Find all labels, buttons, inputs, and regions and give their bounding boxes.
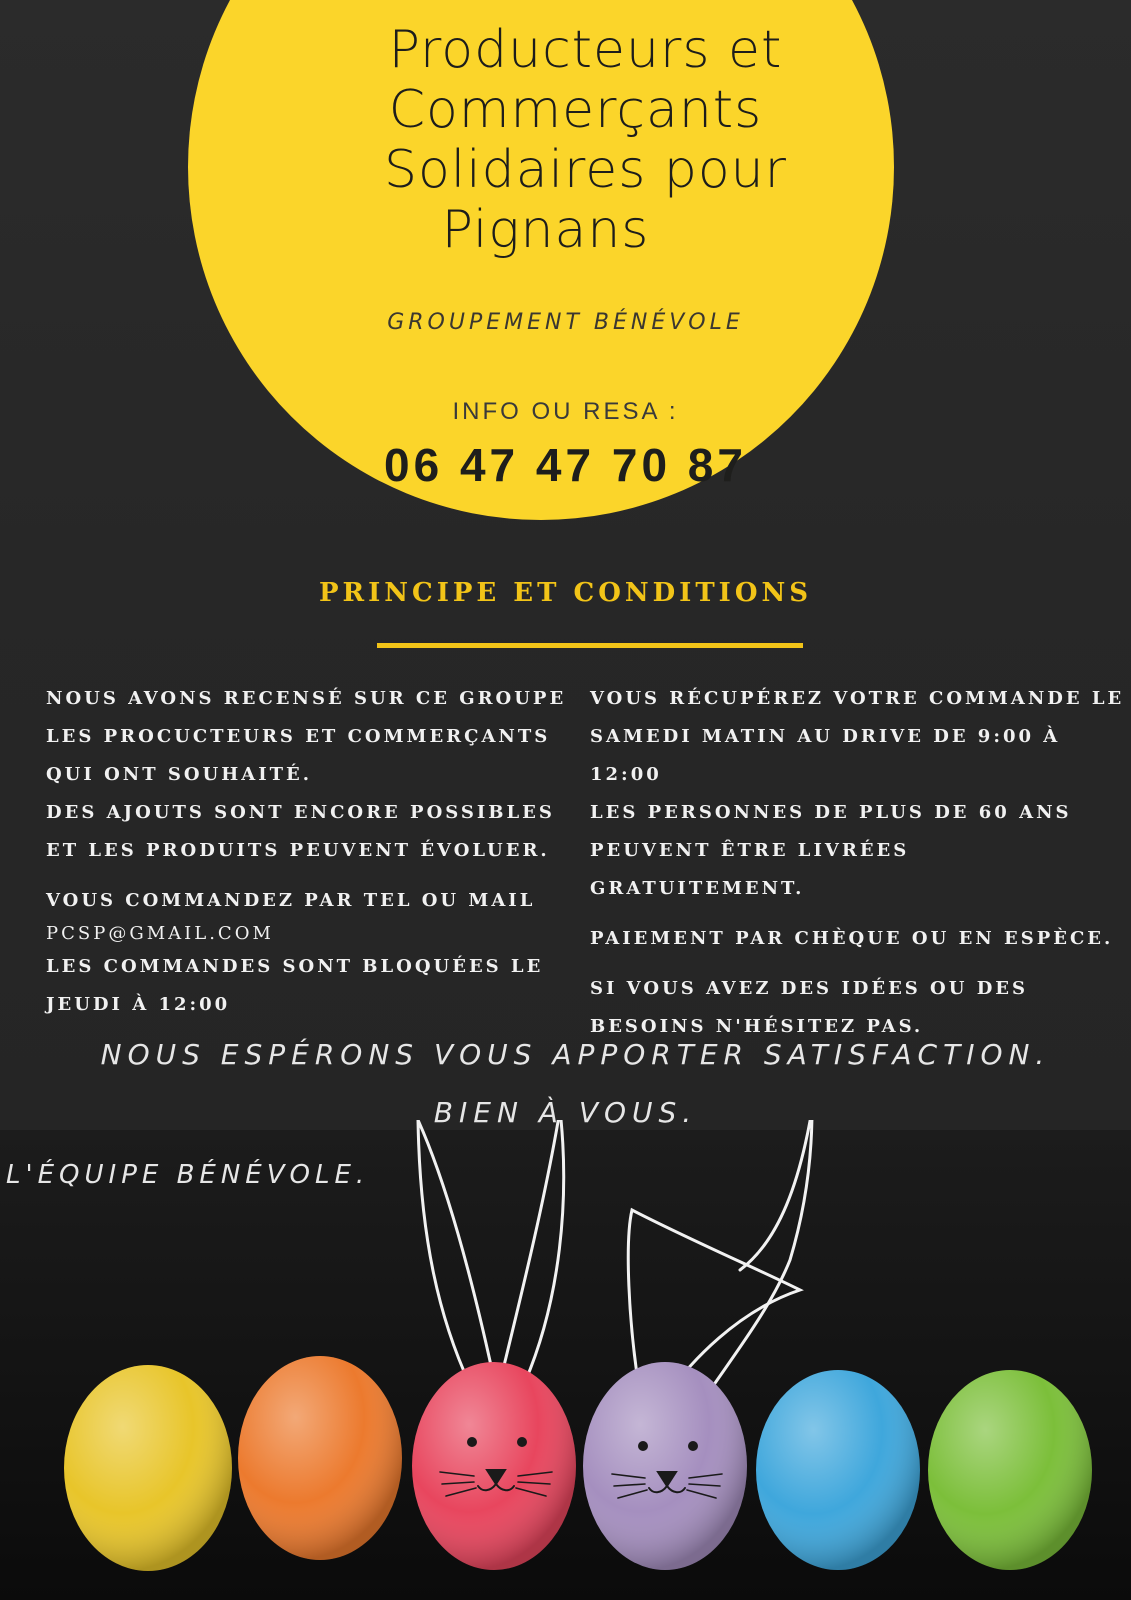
title-line-4: Pignans [441,200,650,260]
egg-row [64,1356,1092,1571]
text-line: DES AJOUTS SONT ENCORE POSSIBLES [46,802,555,823]
subtitle: GROUPEMENT BÉNÉVOLE [387,310,744,335]
text-line: LES COMMANDES SONT BLOQUÉES LE [46,956,544,977]
text-line: BESOINS N'HÉSITEZ PAS. [590,1016,924,1037]
closing-line-2: BIEN À VOUS. [433,1096,698,1129]
text-line: NOUS AVONS RECENSÉ SUR CE GROUPE [46,688,567,709]
info-label: INFO OU RESA : [452,398,679,425]
text-line: LES PERSONNES DE PLUS DE 60 ANS [590,802,1072,823]
title-line-1: Producteurs et [388,20,783,80]
title-line-3: Solidaires pour [383,140,788,200]
bunny-ear-left-outer [418,1120,492,1385]
easter-eggs-illustration [0,1120,1131,1600]
text-line: QUI ONT SOUHAITÉ. [46,764,313,785]
right-paragraph-3 [590,970,1120,1046]
right-paragraph-1 [590,680,1125,908]
title-line-2: Commerçants [388,80,763,140]
text-line: PEUVENT ÊTRE LIVRÉES [590,840,910,861]
section-divider [377,643,803,648]
email-address: PCSP@GMAIL.COM [46,923,274,944]
text-line: LES PROCUCTEURS ET COMMERÇANTS [46,726,551,747]
text-line: ET LES PRODUITS PEUVENT ÉVOLUER. [46,840,550,861]
right-paragraph-2 [590,920,1120,958]
text-line: VOUS COMMANDEZ PAR TEL OU MAIL [46,890,536,911]
right-column [590,680,1125,1046]
section-title: PRINCIPE ET CONDITIONS [318,578,813,608]
text-line: GRATUITEMENT. [590,878,805,899]
signature: L'ÉQUIPE BÉNÉVOLE. [6,1160,370,1190]
text-line: JEUDI À 12:00 [46,994,231,1015]
text-line: VOUS RÉCUPÉREZ VOTRE COMMANDE LE [590,688,1125,709]
left-paragraph-2 [46,882,566,1024]
bunny-ear-right-inner [700,1120,812,1405]
left-column [46,680,566,1024]
text-line: SI VOUS AVEZ DES IDÉES OU DES [590,978,1029,999]
phone-number: 06 47 47 70 87 [384,439,747,491]
bunny-ear-left-inner [500,1120,564,1382]
text-line: PAIEMENT PAR CHÈQUE OU EN ESPÈCE. [590,928,1114,949]
closing-line-1: NOUS ESPÉRONS VOUS APPORTER SATISFACTION. [100,1038,1051,1071]
text-line: 12:00 [590,764,662,785]
left-paragraph-1 [46,680,566,870]
text-line: SAMEDI MATIN AU DRIVE DE 9:00 À [590,726,1061,747]
